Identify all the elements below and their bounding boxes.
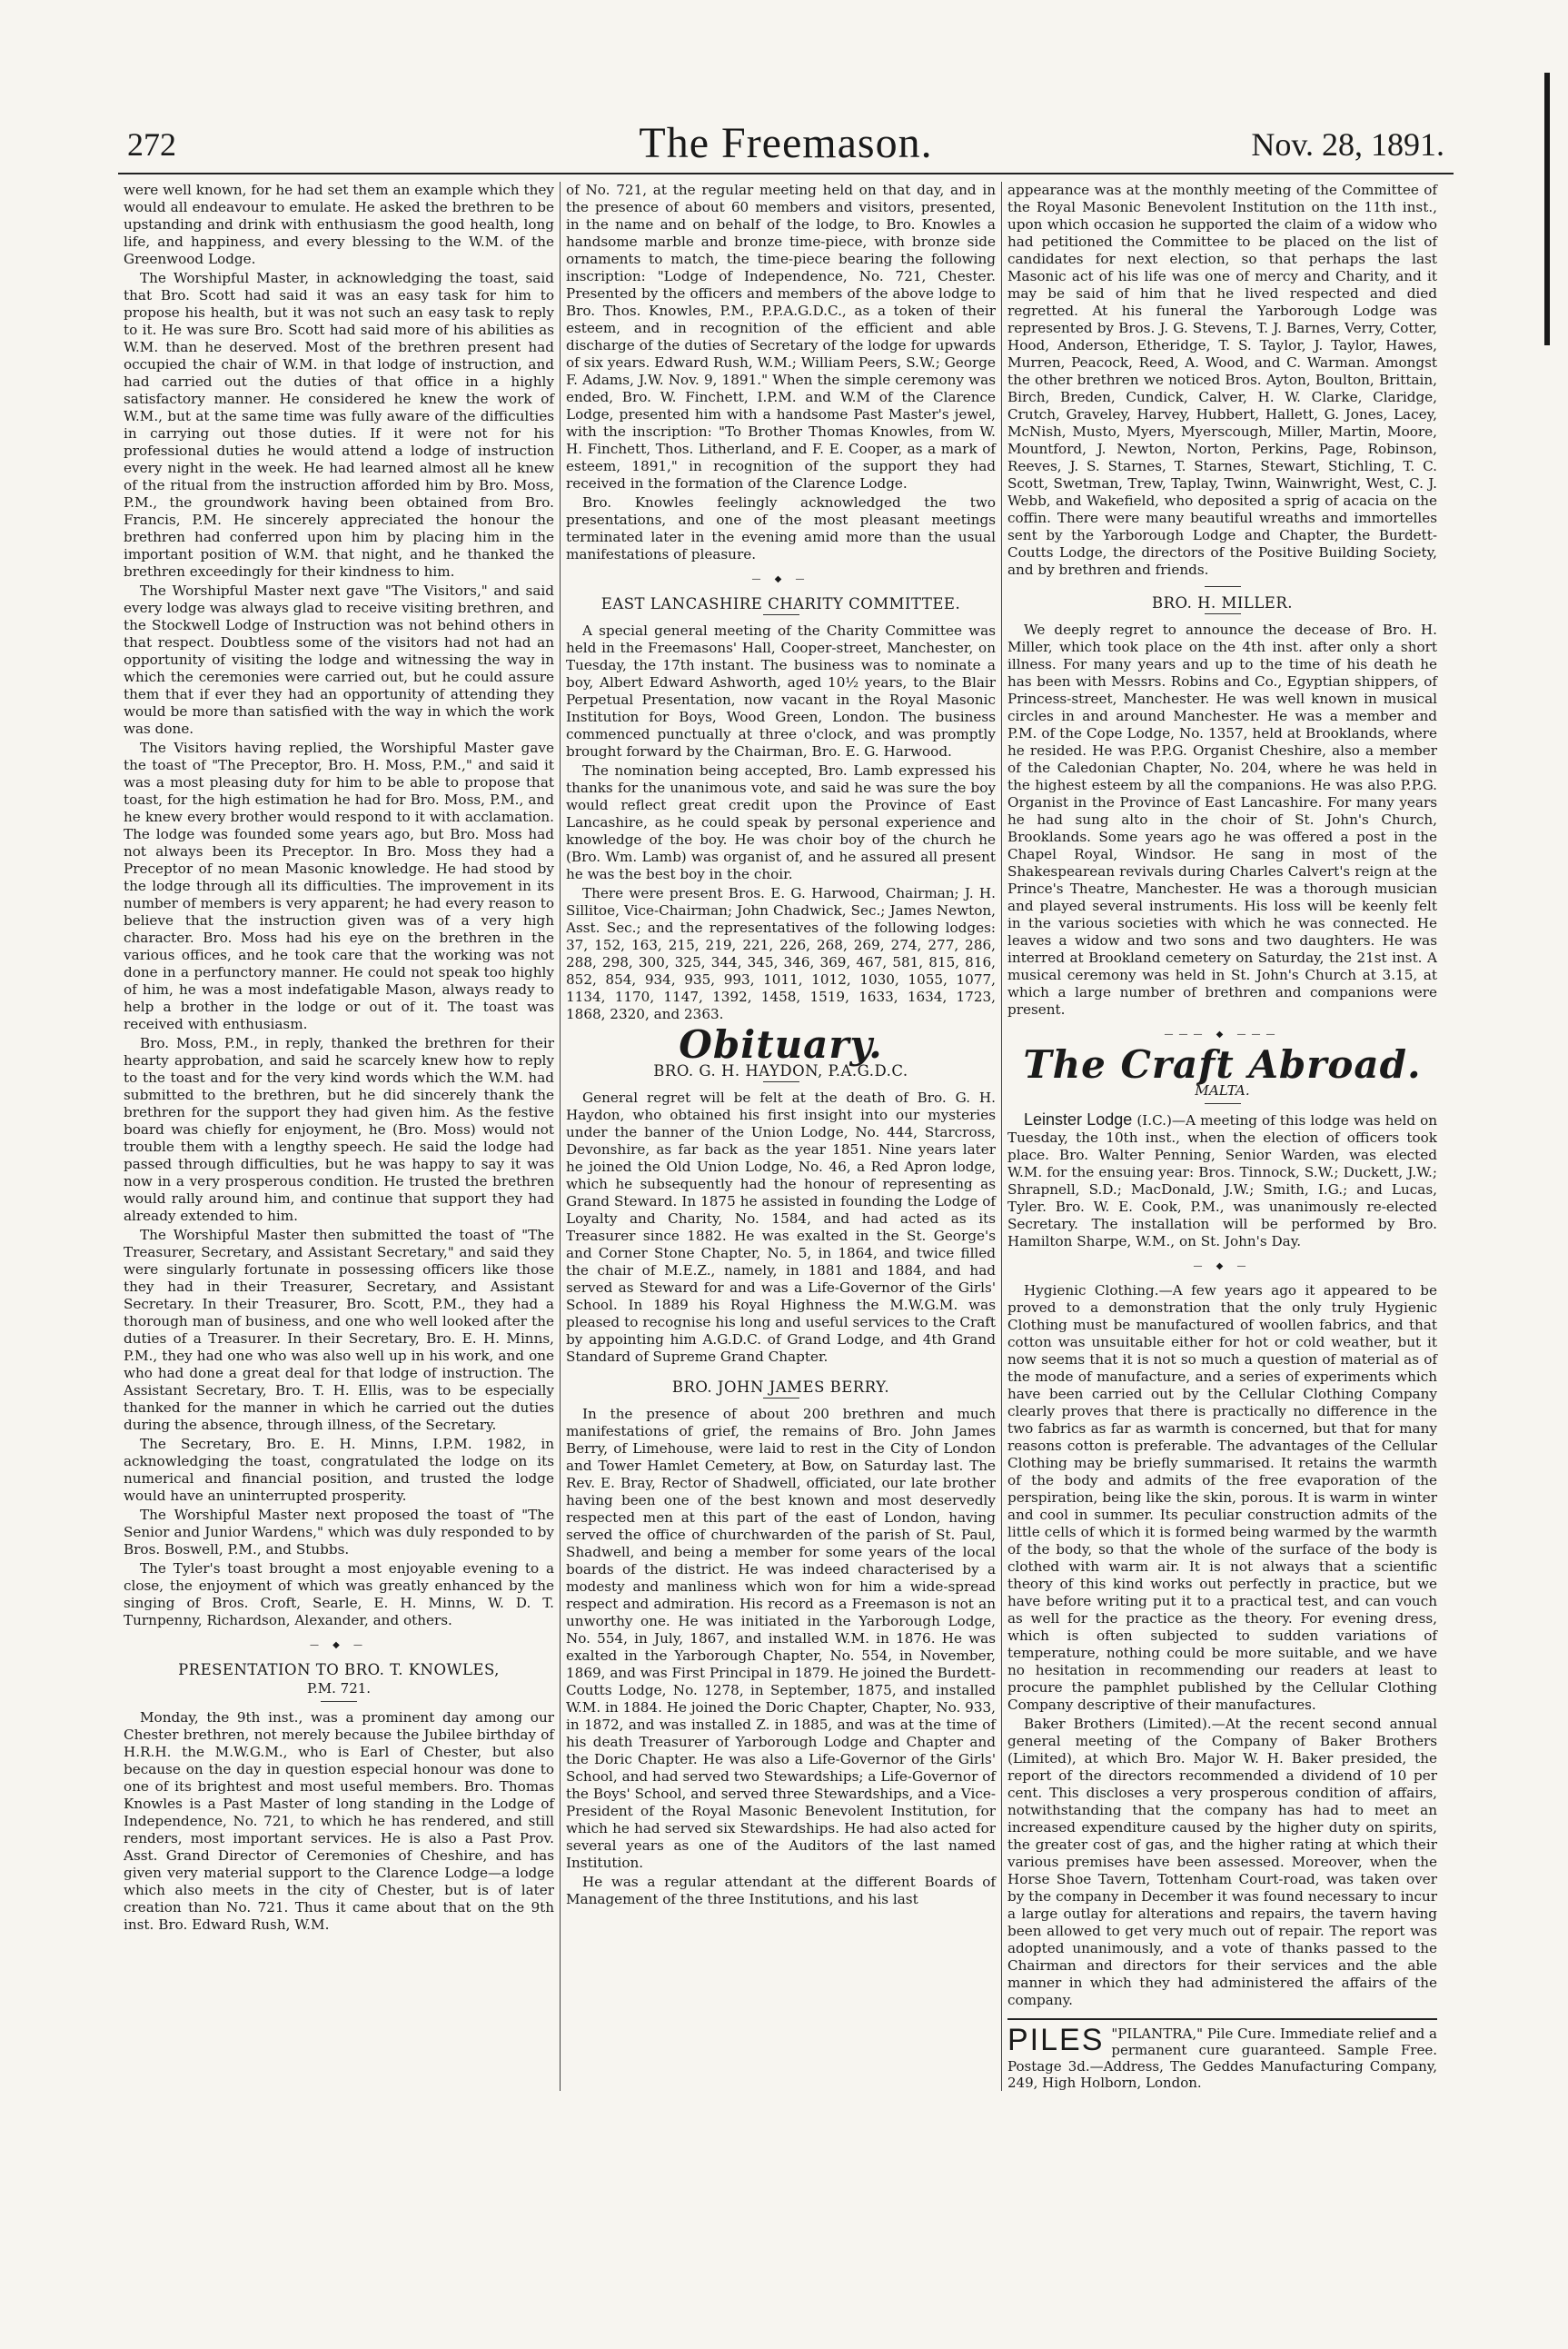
newspaper-page (118, 118, 1454, 2281)
paragraph: of No. 721, at the regular meeting held on that day, and in the presence of about 60 members and visitors, presented, in the name and on behalf of the lodge, to Bro. Knowles a handsome marble and bronze time-piece, with bronze side ornaments to match, the time-piece bearing the following inscription: "Lodge of Independence, No. 721, Chester. Presented by the officers and members of the above lodge to Bro. Thos. Knowles, P.M., P.P.A.G.D.C., as a token of their esteem, and in recognition of the efficient and able discharge of the duties of Secretary of the lodge for upwards of six years. Edward Rush, W.M.; William Peers, S.W.; George F. Adams, J.W. Nov. 9, 1891." When the simple ceremony was ended, Bro. W. Finchett, I.P.M. and W.M of the Clarence Lodge, presented him with a handsome Past Master's jewel, with the inscription: "To Brother Thomas Knowles, from W. H. Finchett, Thos. Litherland, and F. E. Cooper, as a mark of esteem, 1891," in recognition of the support they had received in the formation of the Clarence Lodge. (566, 182, 996, 492)
column-2 (560, 182, 1001, 2091)
separator: — ◆ — (1193, 1261, 1252, 1271)
header-rule (118, 173, 1454, 174)
paragraph: A special general meeting of the Charity Committee was held in the Freemasons' Hall, Cooper-street, Manchester, on Tuesday, the 17th instant. The business was to nominate a boy, Albert Edward Ashworth, aged 10½ years, to the Blair Perpetual Presentation, now vacant in the Royal Masonic Institution for Boys, Wood Green, London. The business commenced punctually at three o'clock, and was promptly brought forward by the Chairman, Bro. E. G. Harwood. (566, 622, 996, 760)
paragraph: Monday, the 9th inst., was a prominent day among our Chester brethren, not merely because the Jubilee birthday of H.R.H. the M.W.G.M., who is Earl of Chester, but also because on the day in question especial honour was done to one of its brightest and most useful members. Bro. Thomas Knowles is a Past Master of long standing in the Lodge of Independence, No. 721, to which he has rendered, and still renders, most important services. He is also a Past Prov. Asst. Grand Director of Ceremonies of Cheshire, and has given very material support to the Clarence Lodge—a lodge which also meets in the city of Chester, but is of later creation than No. 721. Thus it came about that on the 9th inst. Bro. Edward Rush, W.M. (124, 1709, 554, 1933)
paragraph: General regret will be felt at the death of Bro. G. H. Haydon, who obtained his first insight into our mysteries under the banner of the Union Lodge, No. 444, Starcross, Devonshire, as far back as the year 1851. Nine years later he joined the Old Union Lodge, No. 46, a Red Apron lodge, which he subsequently had the honour of representing as Grand Steward. In 1875 he assisted in founding the Lodge of Loyalty and Charity, No. 1584, and had acted as its Treasurer since 1882. He was exalted in the St. George's and Corner Stone Chapter, No. 5, in 1864, and twice filled the chair of M.E.Z., namely, in 1881 and 1884, and had served as Steward for and was a Life-Governor of the Girls' School. In 1889 his Royal Highness the M.W.G.M. was pleased to recognise his long and useful services to the Craft by appointing him A.G.D.C. of Grand Lodge, and 4th Grand Standard of Supreme Grand Chapter. (566, 1090, 996, 1365)
paragraph: The Secretary, Bro. E. H. Minns, I.P.M. 1982, in acknowledging the toast, congratulated the lodge on its numerical and financial position, and trusted the lodge would have an uninterrupted prosperity. (124, 1436, 554, 1504)
issue-date: Nov. 28, 1891. (1251, 126, 1444, 163)
column-3 (1001, 182, 1443, 2091)
margin-bar (1544, 73, 1550, 345)
section-heading: PRESENTATION TO BRO. T. KNOWLES, (178, 1661, 500, 1678)
paragraph: He was a regular attendant at the different Boards of Management of the three Institutions, and his last (566, 1874, 996, 1907)
columns (118, 182, 1454, 2091)
paragraph: The Tyler's toast brought a most enjoyable evening to a close, the enjoyment of which was greatly enhanced by the singing of Bros. Croft, Searle, E. H. Minns, W. D. T. Turnpenny, Richardson, Alexander, and others. (124, 1560, 554, 1628)
paragraph: We deeply regret to announce the decease of Bro. H. Miller, which took place on the 4th inst. after only a short illness. For many years and up to the time of his death he has been with Messrs. Robins and Co., Egyptian shippers, of Princess-street, Manchester. He was well known in musical circles in and around Manchester. He was a member and P.M. of the Cope Lodge, No. 1357, held at Brooklands, where he resided. He was P.P.G. Organist Cheshire, also a member of the Caledonian Chapter, No. 204, where he was held in the highest esteem by all the companions. He was also P.P.G. Organist in the Province of East Lancashire. For many years he had sung alto in the choir of St. John's Church, Brooklands. Some years ago he was offered a post in the Chapel Royal, Windsor. He sang in most of the Shakespearean revivals during Charles Calvert's reign at the Prince's Theatre, Manchester. He was a thorough musician and played several instruments. His loss will be keenly felt in the various societies with which he was connected. He leaves a widow and two sons and two daughters. He was interred at Brookland cemetery on Saturday, the 21st inst. A musical ceremony was held in St. John's Church at 3.15, at which a large number of brethren and companions were present. (1007, 622, 1437, 1018)
paragraph (1007, 1111, 1437, 1250)
paragraph: The Worshipful Master then submitted the toast of "The Treasurer, Secretary, and Assistant Secretary," and said they were singularly fortunate in possessing officers like those they had in their Treasurer, Secretary, and Assistant Secretary. In their Treasurer, Bro. Scott, P.M., they had a thorough man of business, and one who well looked after the duties of a Treasurer. In their Secretary, Bro. E. H. Minns, P.M., they had one who was also well up in his work, and one who had done a great deal for that lodge of instruction. The Assistant Secretary, Bro. T. H. Ellis, was to be especially thanked for the manner in which he carried out the duties during the absence, through illness, of the Secretary. (124, 1227, 554, 1433)
section-heading: BRO. JOHN JAMES BERRY. (671, 1379, 890, 1396)
newspaper-title: The Freemason. (639, 119, 933, 167)
paragraph: There were present Bros. E. G. Harwood, Chairman; J. H. Sillitoe, Vice-Chairman; John Chadwick, Sec.; James Newton, Asst. Sec.; and the representatives of the following lodges: 37, 152, 163, 215, 219, 221, 226, 268, 269, 274, 277, 286, 288, 298, 300, 325, 344, 345, 346, 369, 467, 581, 815, 816, 852, 854, 934, 935, 993, 1011, 1012, 1030, 1055, 1077, 1134, 1170, 1147, 1392, 1458, 1519, 1633, 1634, 1723, 1868, 2320, and 2363. (566, 885, 996, 1022)
short-rule (763, 614, 799, 615)
lodge-name: Leinster Lodge (1024, 1110, 1133, 1129)
section-heading: EAST LANCASHIRE CHARITY COMMITTEE. (600, 595, 961, 612)
paragraph: The Visitors having replied, the Worshipful Master gave the toast of "The Preceptor, Bro. H. Moss, P.M.," and said it was a most pleasing duty for him to be able to propose that toast, for the high estimation he had for Bro. Moss, P.M., and he knew every brother would respond to it with acclamation. The lodge was founded some years ago, but Bro. Moss had not always been its Preceptor. In Bro. Moss they had a Preceptor of no mean Masonic knowledge. He had stood by the lodge through all its difficulties. The improvement in its number of members is very apparent; he had every reason to believe that the instruction given was of a very high character. Bro. Moss had his eye on the brethren in the various offices, and he took care that the working was not done in a perfunctory manner. He could not speak too highly of him, he was a most indefatigable Mason, always ready to help a brother in the lodge or out of it. The toast was received with enthusiasm. (124, 740, 554, 1032)
page-number: 272 (127, 126, 176, 163)
separator: ——— ◆ ——— (1164, 1030, 1281, 1040)
short-rule (1205, 586, 1241, 587)
separator: — ◆ — (309, 1640, 369, 1650)
paragraph: Bro. Knowles feelingly acknowledged the two presentations, and one of the most pleasant meetings terminated later in the evening amid more than the usual manifestations of pleasure. (566, 494, 996, 562)
craft-abroad-heading: The Craft Abroad. (1023, 1042, 1422, 1087)
separator: — ◆ — (751, 574, 810, 584)
section-heading: BRO. G. H. HAYDON, P.A.G.D.C. (653, 1062, 908, 1080)
paragraph: The Worshipful Master next gave "The Visitors," and said every lodge was always glad to receive visiting brethren, and the Stockwell Lodge of Instruction was not behind others in that respect. Doubtless some of the visitors had not had an opportunity of visiting the lodge and witnessing the way in which the ceremonies were carried out, but he could assure them that if ever they had an opportunity of attending they would be more than satisfied with the way in which the work was done. (124, 582, 554, 737)
paragraph: The Worshipful Master next proposed the toast of "The Senior and Junior Wardens," which was duly responded to by Bros. Boswell, P.M., and Stubbs. (124, 1507, 554, 1558)
advertisement (1007, 2018, 1437, 2091)
paragraph: Baker Brothers (Limited).—At the recent second annual general meeting of the Company of Baker Brothers (Limited), at which Bro. Major W. H. Baker presided, the report of the directors recommended a dividend of 10 per cent. This discloses a very prosperous condition of affairs, notwithstanding that the company has had to meet an increased expenditure caused by the higher duty on spirits, the greater cost of gas, and the higher rating at which their various premises have been assessed. Moreover, when the Horse Shoe Tavern, Tottenham Court-road, was taken over by the company in December it was found necessary to incur a large outlay for alterations and repairs, the tavern having been allowed to get very much out of repair. The report was adopted unanimously, and a vote of thanks passed to the Chairman and directors for their services and the able manner in which they had administered the affairs of the company. (1007, 1716, 1437, 2008)
paragraph: appearance was at the monthly meeting of the Committee of the Royal Masonic Benevolent Institution on the 11th inst., upon which occasion he supported the claim of a widow who had petitioned the Committee to be placed on the list of candidates for next election, so that perhaps the last Masonic act of his life was one of mercy and Charity, and it may be said of him that he lived respected and died regretted. At his funeral the Yarborough Lodge was represented by Bros. J. G. Stevens, T. J. Barnes, Verry, Cotter, Hood, Anderson, Etheridge, T. S. Taylor, J. Taylor, Hawes, Murren, Peacock, Reed, A. Wood, and C. Warman. Amongst the other brethren we noticed Bros. Ayton, Boulton, Brittain, Birch, Breden, Cundick, Calver, H. W. Clarke, Claridge, Crutch, Graveley, Harvey, Hubbert, Hallett, G. Jones, Lacey, McNish, Musto, Myers, Myerscough, Miller, Martin, Moore, Mountford, J. Newton, Norton, Perkins, Page, Robinson, Reeves, J. S. Starnes, T. Starnes, Stewart, Stichling, T. C. Scott, Swetman, Trew, Taplay, Twinn, Wainwright, West, C. J. Webb, and Wakefield, who deposited a sprig of acacia on the coffin. There were many beautiful wreaths and immortelles sent by the Yarborough Lodge and Chapter, the Burdett-Coutts Lodge, the directors of the Positive Building Society, and by brethren and friends. (1007, 182, 1437, 578)
malta-heading: MALTA. (1195, 1082, 1250, 1099)
short-rule (1205, 1103, 1241, 1104)
paragraph: In the presence of about 200 brethren and much manifestations of grief, the remains of Bro. John James Berry, of Limehouse, were laid to rest in the City of London and Tower Hamlet Cemetery, at Bow, on Saturday last. The Rev. E. Bray, Rector of Shadwell, officiated, our late brother having been one of the best known and most deservedly respected men at this part of the east of London, having served the office of churchwarden of the parish of St. Paul, Shadwell, and being a member for some years of the local boards of the district. He was indeed characterised by a modesty and manliness which won for him a wide-spread respect and admiration. His record as a Freemason is not an unworthy one. He was initiated in the Yarborough Lodge, No. 554, in July, 1867, and installed W.M. in 1876. He was exalted in the Yarborough Chapter, No. 554, in November, 1869, and was First Principal in 1879. He joined the Burdett-Coutts Lodge, No. 1278, in September, 1875, and installed W.M. in 1884. He joined the Doric Chapter, Chapter, No. 933, in 1872, and was installed Z. in 1885, and was at the time of his death Treasurer of Yarborough Lodge and Chapter and the Doric Chapter. He was also a Life-Governor of the Girls' School, and had served two Stewardships; a Life-Governor of the Boys' School, and served three Stewardships, and a Vice-President of the Royal Masonic Benevolent Institution, for which he had served six Stewardships. He had also acted for several years as one of the Auditors of the last named Institution. (566, 1406, 996, 1871)
section-heading: BRO. H. MILLER. (1151, 594, 1294, 612)
ad-text: "PILANTRA," Pile Cure. Immediate relief and a permanent cure guaranteed. Sample Free. Postage 3d.—Address, The Geddes Manufacturing Company, 249, High Holborn, London. (1007, 2026, 1437, 2091)
short-rule (763, 1081, 799, 1082)
obituary-heading: Obituary. (679, 1022, 883, 1067)
short-rule (1205, 613, 1241, 614)
lodge-text: (I.C.)—A meeting of this lodge was held on Tuesday, the 10th inst., when the election of officers took place. Bro. Walter Penning, Senior Warden, was elected W.M. for the ensuing year: Bros. Tinnock, S.W.; Duckett, J.W.; Shrapnell, S.D.; MacDonald, J.W.; Smith, I.G.; and Lucas, Tyler. Bro. W. E. Cook, P.M., was unanimously re-elected Secretary. The installation will be performed by Bro. Hamilton Sharpe, W.M., on St. John's Day. (1007, 1112, 1438, 1249)
paragraph: Bro. Moss, P.M., in reply, thanked the brethren for their hearty approbation, and said he scarcely knew how to reply to the toast and for the very kind words which the W.M. had submitted to the brethren, but he did sincerely thank the brethren for the support they had given him. As the festive board was chiefly for enjoyment, he (Bro. Moss) would not trouble them with a lengthy speech. He said the lodge had passed through difficulties, but he was happy to say it was now in a very prosperous condition. He trusted the brethren would rally around him, and continue that support they had already extended to him. (124, 1035, 554, 1224)
column-1 (118, 182, 560, 2091)
section-subheading: P.M. 721. (306, 1680, 372, 1697)
ad-headline: PILES (1007, 2023, 1105, 2057)
masthead (118, 118, 1454, 169)
paragraph: Hygienic Clothing.—A few years ago it appeared to be proved to a demonstration that the only truly Hygienic Clothing must be manufactured of woollen fabrics, and that cotton was unsuitable either for hot or cold weather, but it now seems that it is not so much a question of material as of the mode of manufacture, and a series of experiments which have been carried out by the Cellular Clothing Company clearly proves that there is practically no difference in the two fabrics as far as warmth is concerned, but that for many reasons cotton is preferable. The advantages of the Cellular Clothing may be briefly summarised. It retains the warmth of the body and admits of the free evaporation of the perspiration, being like the skin, porous. It is warm in winter and cool in summer. Its peculiar construction admits of the little cells of which it is formed being warmed by the warmth of the body, so that the whole of the surface of the body is clothed with warm air. It is not always that a scientific theory of this kind works out perfectly in practice, but we have before writing put it to a practical test, and can vouch as well for the practice as the theory. For evening dress, which is often subjected to sudden variations of temperature, nothing could be more suitable, and we have no hesitation in recommending our readers at least to procure the pamphlet published by the Cellular Clothing Company descriptive of their manufactures. (1007, 1282, 1437, 1713)
paragraph: The nomination being accepted, Bro. Lamb expressed his thanks for the unanimous vote, and said he was sure the boy would reflect great credit upon the Province of East Lancashire, as he could speak by personal experience and knowledge of the boy. He was choir boy of the church he (Bro. Wm. Lamb) was organist of, and he assured all present he was the best boy in the choir. (566, 762, 996, 882)
paragraph: The Worshipful Master, in acknowledging the toast, said that Bro. Scott had said it was an easy task for him to propose his health, but it was not such an easy task to reply to it. He was sure Bro. Scott had said more of his abilities as W.M. than he deserved. Most of the brethren present had occupied the chair of W.M. in that lodge of instruction, and had carried out the duties of that office in a highly satisfactory manner. He considered he knew the work of W.M., but at the same time was fully aware of the difficulties in carrying out those duties. If it were not for his professional duties he would attend a lodge of instruction every night in the week. He had learned almost all he knew of the ritual from the instruction afforded him by Bro. Moss, P.M., the groundwork having been obtained from Bro. Francis, P.M. He sincerely appreciated the honour the brethren had conferred upon him by placing him in the important position of W.M. that night, and he thanked the brethren exceedingly for their kindness to him. (124, 270, 554, 580)
short-rule (321, 1701, 357, 1702)
paragraph: were well known, for he had set them an example which they would all endeavour to emulate. He asked the brethren to be upstanding and drink with enthusiasm the good health, long life, and happiness, and every blessing to the W.M. of the Greenwood Lodge. (124, 182, 554, 267)
